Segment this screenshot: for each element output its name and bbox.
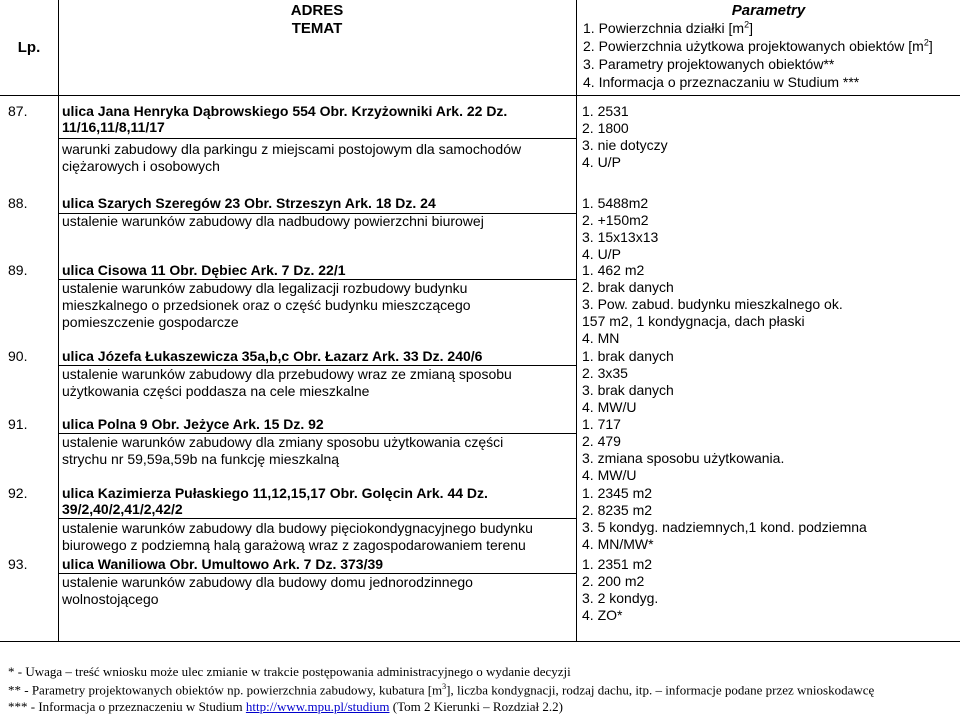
column-rule — [58, 95, 59, 641]
row-topic: warunki zabudowy dla parkingu z miejscami postojowym dla samochodów ciężarowych i osobowych — [62, 141, 522, 174]
row-parameters: 1. 2531 2. 1800 3. nie dotyczy 4. U/P — [582, 103, 668, 170]
row-parameters: 1. 717 2. 479 3. zmiana sposobu użytkowania. 4. MW/U — [582, 416, 785, 483]
row-topic: ustalenie warunków zabudowy dla nadbudowy powierzchni biurowej — [62, 213, 484, 229]
footnote-2: ** - Parametry projektowanych obiektów np. powierzchnia zabudowy, kubatura $[m^3]$, liczba kondygnacji, rodzaj dachu, itp. – informacje podane przez wnioskodawcę — [8, 682, 875, 698]
header-param-line: 1. Powierzchnia działki $[m^2]$ — [583, 19, 753, 36]
header-lp: Lp. — [0, 0, 59, 95]
row-topic: ustalenie warunków zabudowy dla legalizacji rozbudowy budynku mieszkalnego o przedsionek oraz o część budynku mieszczącego pomieszczenie gospodarcze — [62, 280, 471, 330]
row-topic: ustalenie warunków zabudowy dla budowy domu jednorodzinnego wolnostojącego — [62, 574, 473, 607]
row-parameters: 1. 5488m2 2. +150m2 3. 15x13x13 4. U/P — [582, 195, 659, 262]
row-address: ulica Jana Henryka Dąbrowskiego 554 Obr. Krzyżowniki Ark. 22 Dz. 11/16,11/8,11/17 — [62, 103, 508, 135]
row-address: ulica Polna 9 Obr. Jeżyce Ark. 15 Dz. 92 — [62, 416, 324, 432]
row-address: ulica Szarych Szeregów 23 Obr. Strzeszyn Ark. 18 Dz. 24 — [62, 195, 436, 211]
row-number: 87. — [8, 103, 28, 119]
header-adres: ADRES — [290, 2, 344, 19]
footnote-1: * - Uwaga – treść wniosku może ulec zmianie w trakcie postępowania administracyjnego o wydanie decyzji — [8, 664, 571, 679]
header-param-line: 3. Parametry projektowanych obiektów** — [583, 56, 835, 72]
address-rule — [58, 138, 576, 139]
row-topic: ustalenie warunków zabudowy dla budowy pięciokondygnacyjnego budynku biurowego z podziemną halą garażową wraz z zagospodarowaniem terenu — [62, 520, 533, 553]
row-parameters: 1. 462 m2 2. brak danych 3. Pow. zabud. budynku mieszkalnego ok. 157 m2, 1 kondygnacja, dach płaski 4. MN — [582, 262, 843, 346]
row-address: ulica Kazimierza Pułaskiego 11,12,15,17 Obr. Golęcin Ark. 44 Dz. 39/2,40/2,41/2,42/2 — [62, 485, 488, 517]
row-address: ulica Cisowa 11 Obr. Dębiec Ark. 7 Dz. 22/1 — [62, 262, 346, 278]
header-parametry-title: Parametry — [731, 2, 806, 19]
row-number: 93. — [8, 556, 28, 572]
header-temat: TEMAT — [291, 20, 343, 37]
row-number: 88. — [8, 195, 28, 211]
header-parameters — [577, 0, 960, 95]
row-topic: ustalenie warunków zabudowy dla zmiany sposobu użytkowania części strychu nr 59,59a,59b na funkcję mieszkalną — [62, 434, 504, 467]
studium-link[interactable]: http://www.mpu.pl/studium — [245, 699, 390, 714]
row-number: 91. — [8, 416, 28, 432]
footnote-3: *** - Informacja o przeznaczeniu w Studium http://www.mpu.pl/studium (Tom 2 Kierunki – Rozdział 2.2) — [8, 699, 563, 714]
row-parameters: 1. 2345 m2 2. 8235 m2 3. 5 kondyg. nadziemnych,1 kond. podziemna 4. MN/MW* — [582, 485, 867, 552]
address-rule — [58, 518, 576, 519]
row-number: 89. — [8, 262, 28, 278]
row-number: 90. — [8, 348, 28, 364]
header-param-line: 2. Powierzchnia użytkowa projektowanych obiektów $[m^2]$ — [583, 37, 933, 54]
row-address: ulica Waniliowa Obr. Umultowo Ark. 7 Dz. 373/39 — [62, 556, 384, 572]
row-parameters: 1. 2351 m2 2. 200 m2 3. 2 kondyg. 4. ZO* — [582, 556, 659, 623]
table-bottom-rule — [0, 641, 960, 642]
row-parameters: 1. brak danych 2. 3x35 3. brak danych 4. MW/U — [582, 348, 674, 415]
row-topic: ustalenie warunków zabudowy dla przebudowy wraz ze zmianą sposobu użytkowania części poddasza na cele mieszkalne — [62, 366, 512, 399]
header-param-line: 4. Informacja o przeznaczaniu w Studium *** — [583, 74, 860, 90]
table-header — [0, 0, 960, 96]
header-address-topic — [58, 0, 577, 95]
row-address: ulica Józefa Łukaszewicza 35a,b,c Obr. Łazarz Ark. 33 Dz. 240/6 — [62, 348, 483, 364]
column-rule — [576, 95, 577, 641]
row-number: 92. — [8, 485, 28, 501]
